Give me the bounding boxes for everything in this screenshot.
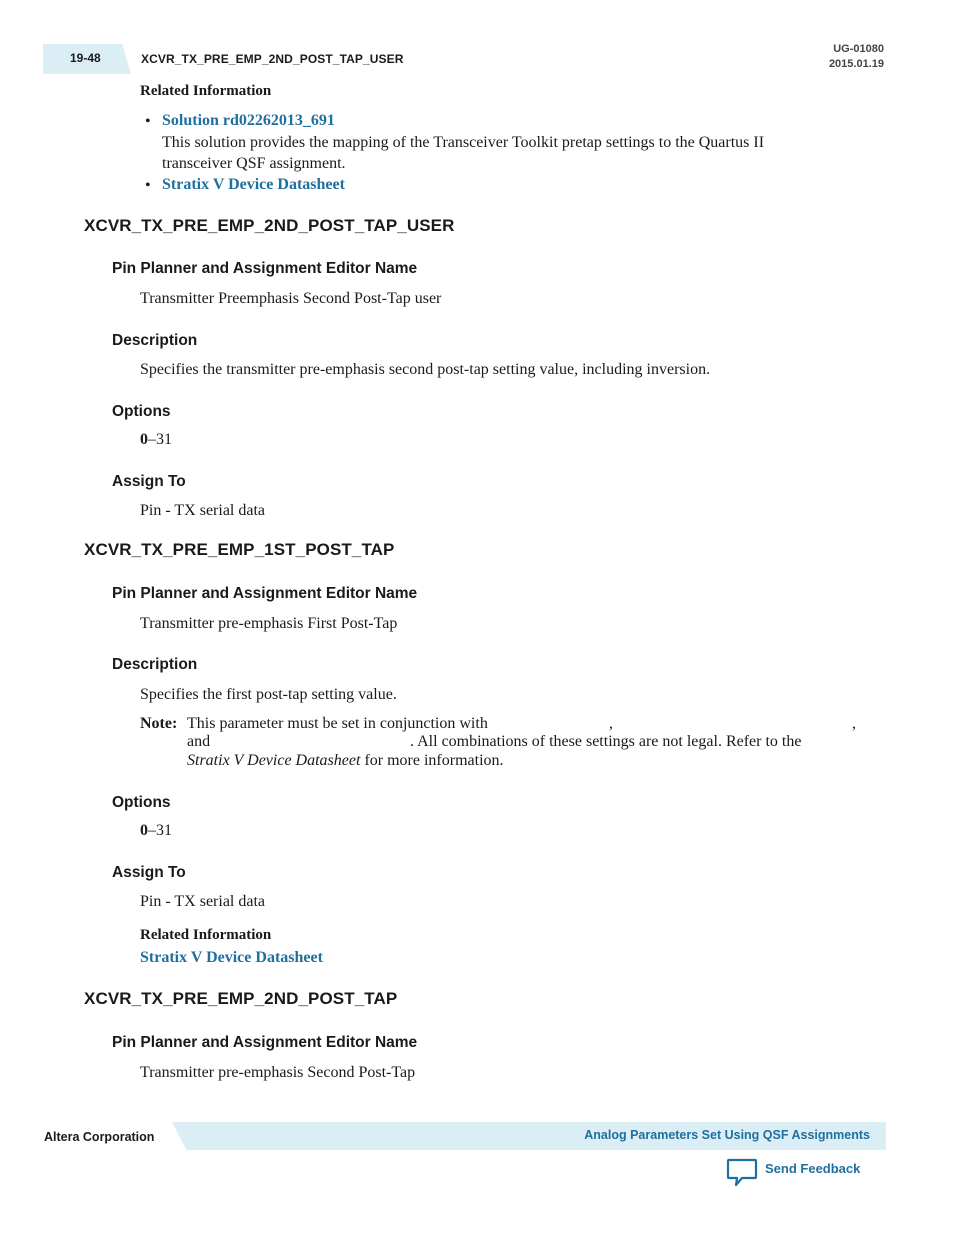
solution-description <box>162 132 862 174</box>
running-head: XCVR_TX_PRE_EMP_2ND_POST_TAP_USER <box>141 52 404 66</box>
pin-planner-heading: Pin Planner and Assignment Editor Name <box>112 1034 418 1051</box>
bullet-icon: • <box>145 177 151 194</box>
description-heading: Description <box>112 656 198 673</box>
document-date: 2015.01.19 <box>828 58 884 70</box>
options-min: 0 <box>140 822 148 839</box>
assign-to-heading: Assign To <box>112 473 186 490</box>
note-datasheet-reference: Stratix V Device Datasheet <box>187 752 361 769</box>
bullet-icon: • <box>145 113 151 130</box>
pin-planner-value: Transmitter pre-emphasis Second Post-Tap <box>140 1064 416 1081</box>
options-heading: Options <box>112 403 171 420</box>
note-text: . All combinations of these settings are not legal. Refer to the <box>410 733 802 750</box>
section-title: XCVR_TX_PRE_EMP_2ND_POST_TAP_USER <box>84 216 455 235</box>
datasheet-link[interactable]: Stratix V Device Datasheet <box>140 949 323 966</box>
options-range: –31 <box>148 822 172 839</box>
note-comma: , <box>609 715 613 732</box>
note-text-end: for more information. <box>360 752 504 769</box>
footer-section-title: Analog Parameters Set Using QSF Assignments <box>584 1128 870 1142</box>
section-title: XCVR_TX_PRE_EMP_1ST_POST_TAP <box>84 540 395 559</box>
footer-company: Altera Corporation <box>44 1130 155 1144</box>
options-heading: Options <box>112 794 171 811</box>
solution-link[interactable]: Solution rd02262013_691 <box>162 112 335 129</box>
pin-planner-value: Transmitter Preemphasis Second Post-Tap user <box>140 290 442 307</box>
description-heading: Description <box>112 332 198 349</box>
pin-planner-value: Transmitter pre-emphasis First Post-Tap <box>140 615 398 632</box>
note-comma: , <box>852 715 856 732</box>
options-value <box>140 820 172 841</box>
note-text: and <box>187 733 211 750</box>
section-title: XCVR_TX_PRE_EMP_2ND_POST_TAP <box>84 989 398 1008</box>
note-text: This parameter must be set in conjunction with <box>187 715 488 732</box>
document-id: UG-01080 <box>833 43 884 55</box>
related-information-label: Related Information <box>140 83 272 99</box>
description-text: Specifies the transmitter pre-emphasis second post-tap setting value, including inversion. <box>140 361 711 378</box>
assign-to-heading: Assign To <box>112 864 186 881</box>
related-information-label: Related Information <box>140 927 272 943</box>
note-text <box>187 750 504 771</box>
note-label: Note: <box>140 715 178 732</box>
options-range: –31 <box>148 431 172 448</box>
assign-to-value: Pin - TX serial data <box>140 893 266 910</box>
pin-planner-heading: Pin Planner and Assignment Editor Name <box>112 585 418 602</box>
solution-description-line: transceiver QSF assignment. <box>162 155 346 172</box>
speech-bubble-icon[interactable] <box>726 1158 758 1188</box>
assign-to-value: Pin - TX serial data <box>140 502 266 519</box>
datasheet-link[interactable]: Stratix V Device Datasheet <box>162 176 345 193</box>
solution-description-line: This solution provides the mapping of the Transceiver Toolkit pretap settings to the Quartus II <box>162 134 765 151</box>
options-min: 0 <box>140 431 148 448</box>
page-number: 19-48 <box>70 51 101 65</box>
description-text: Specifies the first post-tap setting value. <box>140 686 397 703</box>
options-value <box>140 429 172 450</box>
pin-planner-heading: Pin Planner and Assignment Editor Name <box>112 260 418 277</box>
send-feedback-link[interactable]: Send Feedback <box>765 1161 861 1176</box>
